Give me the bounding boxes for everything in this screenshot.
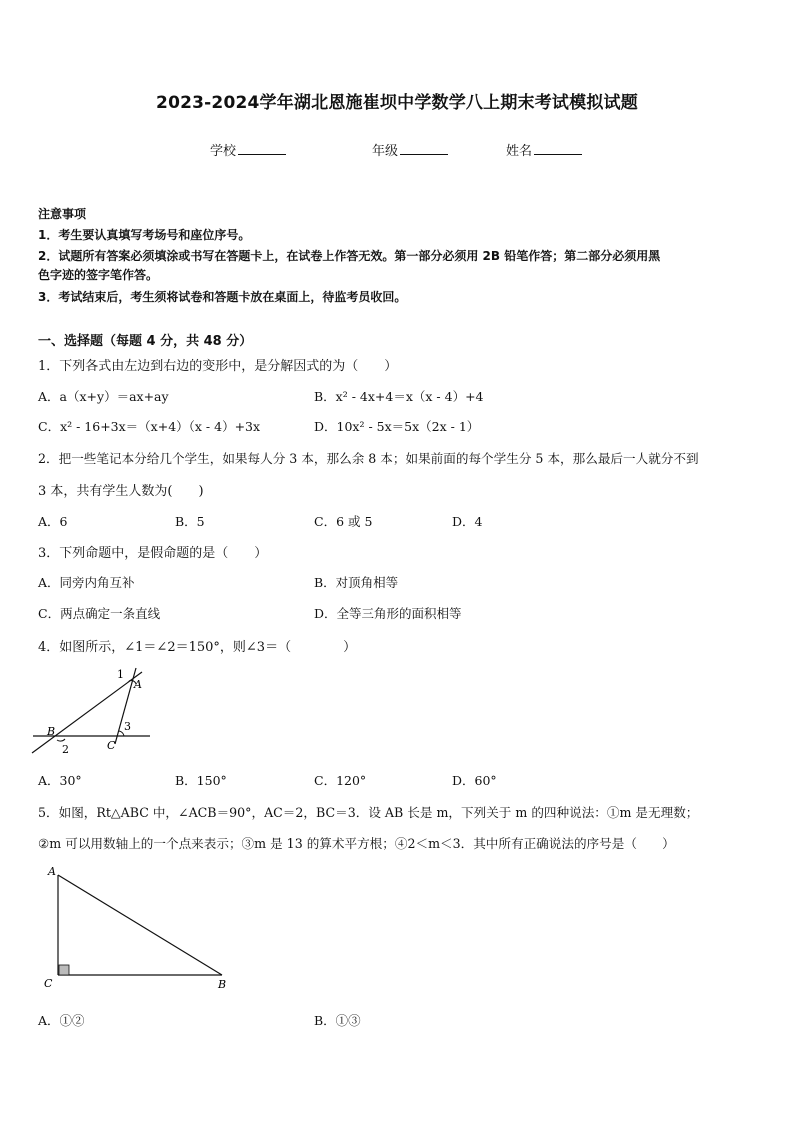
q4-figure [30,660,160,760]
q3-option-c[interactable]: C．两点确定一条直线 [38,606,161,621]
q4-label-b: B [47,725,56,738]
q2-stem-line1: 2．把一些笔记本分给几个学生，如果每人分 3 本，那么余 8 本；如果前面的每个学生分 5 本，那么最后一人就分不到 [38,451,699,466]
q5-right-angle-mark [59,965,69,975]
q1-option-d[interactable]: D．10x² - 5x＝5x（2x - 1） [314,419,480,434]
q5-label-a: A [48,865,56,878]
q5-option-a[interactable]: A．①② [38,1013,85,1028]
q1-option-a[interactable]: A．a（x+y）＝ax+ay [38,389,169,404]
page-title: 2023-2024学年湖北恩施崔坝中学数学八上期末考试模拟试题 [156,93,638,113]
q5-label-c: C [44,977,53,990]
q2-option-a[interactable]: A．6 [38,514,68,529]
q2-option-c[interactable]: C．6 或 5 [314,514,373,529]
q4-line-ba [32,672,142,753]
grade-field [372,140,448,159]
q5-figure [36,860,236,995]
note-3: 3．考试结束后，考生须将试卷和答题卡放在桌面上，待监考员收回。 [38,290,407,304]
school-field [210,140,286,159]
q5-option-b[interactable]: B．①③ [314,1013,361,1028]
name-label: 姓名 [506,144,533,159]
q4-option-a[interactable]: A．30° [38,773,82,788]
q2-option-d[interactable]: D．4 [452,514,483,529]
q5-label-b: B [218,978,227,991]
name-field [506,140,582,159]
q4-label-2: 2 [62,743,69,756]
note-2b: 色字迹的签字笔作答。 [38,268,159,282]
q4-angle2-arc [57,739,65,741]
q4-stem: 4．如图所示，∠1＝∠2＝150°，则∠3＝（ ） [38,640,357,655]
q4-option-b[interactable]: B．150° [175,773,227,788]
q4-option-d[interactable]: D．60° [452,773,497,788]
q2-option-b[interactable]: B．5 [175,514,205,529]
grade-blank[interactable] [400,142,448,155]
note-1: 1．考生要认真填写考场号和座位序号。 [38,228,251,242]
q4-option-c[interactable]: C．120° [314,773,367,788]
note-2a: 2．试题所有答案必须填涂或书写在答题卡上，在试卷上作答无效。第一部分必须用 2B 铅笔作答；第二部分必须用黑 [38,249,661,263]
q1-stem: 1．下列各式由左边到右边的变形中，是分解因式的为（ ） [38,359,398,374]
q4-label-a: A [134,678,142,691]
school-label: 学校 [210,144,237,159]
q5-stem-line2: ②m 可以用数轴上的一个点来表示；③m 是 13 的算术平方根；④2＜m＜3．其中所有正确说法的序号是（ ） [38,836,675,851]
section-heading: 一、选择题（每题 4 分，共 48 分） [38,334,253,349]
q1-option-b[interactable]: B．x² - 4x+4＝x（x - 4）+4 [314,389,484,404]
q1-option-c[interactable]: C．x² - 16+3x＝（x+4）（x - 4）+3x [38,419,261,434]
q4-label-3: 3 [124,720,131,733]
q5-side-ab [58,875,222,975]
grade-label: 年级 [372,144,399,159]
q2-stem-line2: 3 本，共有学生人数为( ) [38,484,204,499]
q4-label-1: 1 [117,668,124,681]
notes-heading: 注意事项 [38,207,87,221]
q3-option-a[interactable]: A．同旁内角互补 [38,575,135,590]
q4-label-c: C [107,739,116,752]
q5-stem-line1: 5．如图，Rt△ABC 中，∠ACB＝90°，AC＝2，BC＝3．设 AB 长是 m，下列关于 m 的四种说法：①m 是无理数； [38,805,699,820]
q3-option-b[interactable]: B．对顶角相等 [314,575,399,590]
school-blank[interactable] [238,142,286,155]
q3-option-d[interactable]: D．全等三角形的面积相等 [314,606,462,621]
q3-stem: 3．下列命题中，是假命题的是（ ） [38,546,268,561]
name-blank[interactable] [534,142,582,155]
